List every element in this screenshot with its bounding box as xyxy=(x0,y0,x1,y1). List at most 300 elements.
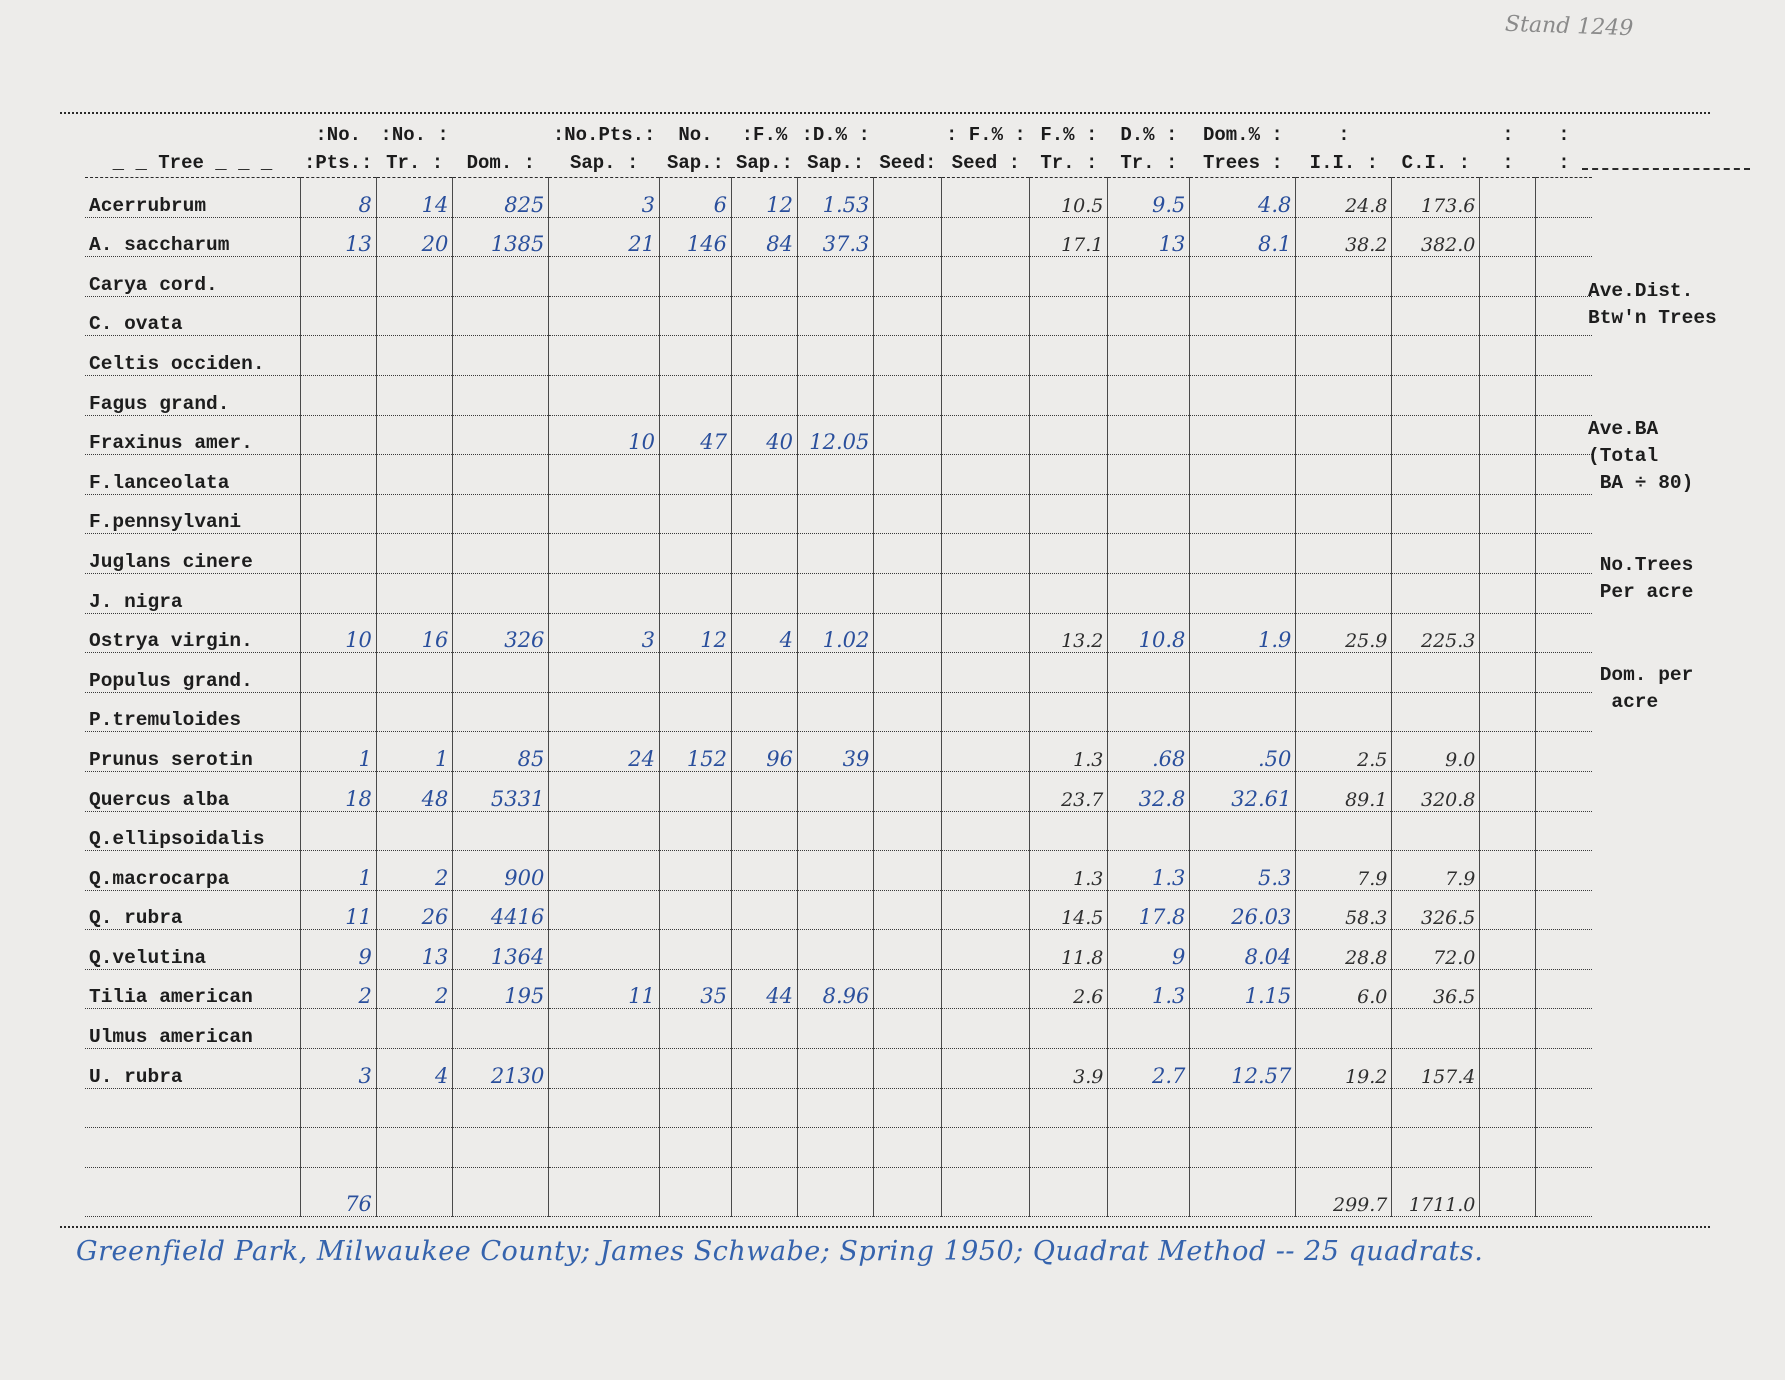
table-row xyxy=(85,969,1592,1009)
cell-ci: 1711.0 xyxy=(1392,1167,1480,1216)
cell-f-seed xyxy=(942,336,1030,376)
cell-no-pts: 76 xyxy=(300,1167,376,1216)
cell-no-pts: 3 xyxy=(300,1049,376,1089)
cell-ci xyxy=(1392,534,1480,574)
cell-f-sap xyxy=(731,1167,797,1216)
column-header-dom-trees xyxy=(1190,115,1296,178)
column-header-extra-2 xyxy=(1536,115,1592,178)
cell-extra-1 xyxy=(1480,811,1536,851)
cell-seed xyxy=(874,494,942,534)
cell-no-pts-sap xyxy=(549,890,660,930)
cell-f-seed xyxy=(942,573,1030,613)
cell-f-tr xyxy=(1030,534,1108,574)
cell-ii: 7.9 xyxy=(1296,851,1392,891)
cell-no-pts xyxy=(300,692,376,732)
cell-no-pts xyxy=(300,415,376,455)
table-row xyxy=(85,1049,1592,1089)
header-line-2: Sap.: xyxy=(735,152,793,174)
cell-extra-2 xyxy=(1536,1049,1592,1089)
cell-seed xyxy=(874,969,942,1009)
cell-no-pts xyxy=(300,1009,376,1049)
header-line-2: Tr. : xyxy=(1040,152,1098,174)
cell-no-tr: 16 xyxy=(376,613,452,653)
cell-d-tr xyxy=(1108,1009,1190,1049)
cell-no-sap xyxy=(659,1167,731,1216)
cell-f-seed xyxy=(942,415,1030,455)
cell-dom xyxy=(453,534,549,574)
cell-f-seed xyxy=(942,613,1030,653)
top-dotted-rule xyxy=(60,112,1710,114)
table-header-row xyxy=(85,115,1592,178)
cell-ci xyxy=(1392,375,1480,415)
cell-ci: 157.4 xyxy=(1392,1049,1480,1089)
note-line: (Total xyxy=(1588,445,1659,467)
species-name: Q. rubra xyxy=(85,890,300,930)
cell-extra-2 xyxy=(1536,732,1592,772)
cell-ci: 382.0 xyxy=(1392,217,1480,257)
cell-d-sap xyxy=(797,1167,873,1216)
cell-no-pts xyxy=(300,494,376,534)
cell-no-sap xyxy=(659,257,731,297)
cell-d-tr: 32.8 xyxy=(1108,771,1190,811)
cell-no-pts-sap xyxy=(549,296,660,336)
table-row xyxy=(85,415,1592,455)
species-name: P.tremuloides xyxy=(85,692,300,732)
cell-no-pts-sap xyxy=(549,336,660,376)
cell-dom-trees xyxy=(1190,811,1296,851)
cell-d-sap xyxy=(797,851,873,891)
cell-d-sap xyxy=(797,1009,873,1049)
cell-extra-2 xyxy=(1536,336,1592,376)
cell-no-pts-sap xyxy=(549,851,660,891)
cell-d-sap xyxy=(797,930,873,970)
cell-dom xyxy=(453,494,549,534)
cell-ci xyxy=(1392,415,1480,455)
cell-d-sap xyxy=(797,692,873,732)
cell-no-sap: 35 xyxy=(659,969,731,1009)
cell-f-tr xyxy=(1030,692,1108,732)
cell-no-tr xyxy=(376,415,452,455)
cell-dom-trees xyxy=(1190,653,1296,693)
cell-dom xyxy=(453,1128,549,1168)
cell-d-tr xyxy=(1108,534,1190,574)
cell-dom: 1364 xyxy=(453,930,549,970)
cell-dom xyxy=(453,573,549,613)
cell-ii: 58.3 xyxy=(1296,890,1392,930)
cell-f-tr xyxy=(1030,375,1108,415)
table-row xyxy=(85,494,1592,534)
cell-d-tr: 1.3 xyxy=(1108,851,1190,891)
cell-dom: 1385 xyxy=(453,217,549,257)
cell-ci xyxy=(1392,494,1480,534)
cell-no-pts-sap: 24 xyxy=(549,732,660,772)
note-line: Per acre xyxy=(1588,581,1694,603)
cell-no-tr xyxy=(376,811,452,851)
note-line: BA ÷ 80) xyxy=(1588,472,1694,494)
cell-f-sap xyxy=(731,771,797,811)
species-name: F.pennsylvani xyxy=(85,494,300,534)
column-header-no-sap xyxy=(659,115,731,178)
cell-f-seed xyxy=(942,178,1030,218)
column-header-f-seed xyxy=(942,115,1030,178)
cell-d-sap xyxy=(797,1128,873,1168)
species-name: Juglans cinere xyxy=(85,534,300,574)
cell-ci xyxy=(1392,296,1480,336)
cell-extra-1 xyxy=(1480,1009,1536,1049)
species-name: A. saccharum xyxy=(85,217,300,257)
cell-f-sap xyxy=(731,653,797,693)
cell-ii xyxy=(1296,257,1392,297)
cell-f-tr xyxy=(1030,336,1108,376)
cell-no-pts-sap xyxy=(549,653,660,693)
cell-f-sap xyxy=(731,534,797,574)
cell-f-sap xyxy=(731,930,797,970)
cell-extra-2 xyxy=(1536,811,1592,851)
cell-f-tr xyxy=(1030,296,1108,336)
cell-ci: 72.0 xyxy=(1392,930,1480,970)
table-row xyxy=(85,1128,1592,1168)
column-header-d-sap xyxy=(797,115,873,178)
cell-no-pts xyxy=(300,1128,376,1168)
cell-d-tr xyxy=(1108,1088,1190,1128)
cell-ii xyxy=(1296,811,1392,851)
table-row xyxy=(85,732,1592,772)
cell-d-tr xyxy=(1108,455,1190,495)
cell-no-sap xyxy=(659,771,731,811)
cell-extra-1 xyxy=(1480,455,1536,495)
species-name: U. rubra xyxy=(85,1049,300,1089)
cell-no-sap xyxy=(659,573,731,613)
cell-dom-trees xyxy=(1190,1088,1296,1128)
cell-ci xyxy=(1392,257,1480,297)
cell-d-tr xyxy=(1108,653,1190,693)
cell-seed xyxy=(874,455,942,495)
cell-extra-1 xyxy=(1480,217,1536,257)
cell-no-sap xyxy=(659,811,731,851)
cell-extra-2 xyxy=(1536,1009,1592,1049)
cell-dom: 5331 xyxy=(453,771,549,811)
cell-dom-trees xyxy=(1190,534,1296,574)
cell-dom-trees: 32.61 xyxy=(1190,771,1296,811)
cell-d-sap xyxy=(797,1049,873,1089)
cell-dom xyxy=(453,296,549,336)
cell-no-tr: 1 xyxy=(376,732,452,772)
cell-no-sap xyxy=(659,494,731,534)
cell-no-pts: 13 xyxy=(300,217,376,257)
table-row xyxy=(85,771,1592,811)
cell-dom-trees xyxy=(1190,296,1296,336)
table-row xyxy=(85,217,1592,257)
cell-d-tr xyxy=(1108,692,1190,732)
cell-f-seed xyxy=(942,455,1030,495)
cell-no-sap xyxy=(659,375,731,415)
cell-extra-1 xyxy=(1480,375,1536,415)
totals-row xyxy=(85,1167,1592,1216)
cell-f-sap xyxy=(731,811,797,851)
cell-d-sap xyxy=(797,811,873,851)
species-name: Q.velutina xyxy=(85,930,300,970)
cell-dom xyxy=(453,1088,549,1128)
cell-d-tr xyxy=(1108,336,1190,376)
cell-dom-trees xyxy=(1190,692,1296,732)
cell-no-sap xyxy=(659,1049,731,1089)
cell-f-sap xyxy=(731,1128,797,1168)
cell-no-pts-sap xyxy=(549,494,660,534)
cell-seed xyxy=(874,257,942,297)
column-header-d-tr xyxy=(1108,115,1190,178)
cell-seed xyxy=(874,534,942,574)
cell-f-tr: 1.3 xyxy=(1030,851,1108,891)
cell-no-tr xyxy=(376,573,452,613)
cell-no-pts-sap: 21 xyxy=(549,217,660,257)
cell-no-sap xyxy=(659,455,731,495)
species-name: Ulmus american xyxy=(85,1009,300,1049)
table-row xyxy=(85,930,1592,970)
cell-extra-2 xyxy=(1536,890,1592,930)
cell-d-tr xyxy=(1108,296,1190,336)
header-line-1: :D.% : xyxy=(801,124,870,146)
cell-ii: 38.2 xyxy=(1296,217,1392,257)
cell-no-sap: 6 xyxy=(659,178,731,218)
cell-no-pts-sap: 10 xyxy=(549,415,660,455)
species-name xyxy=(85,1167,300,1216)
cell-f-sap: 4 xyxy=(731,613,797,653)
cell-seed xyxy=(874,375,942,415)
cell-dom xyxy=(453,415,549,455)
cell-seed xyxy=(874,732,942,772)
cell-dom-trees: 8.1 xyxy=(1190,217,1296,257)
cell-f-seed xyxy=(942,653,1030,693)
cell-f-sap xyxy=(731,692,797,732)
cell-d-tr: 9.5 xyxy=(1108,178,1190,218)
cell-extra-1 xyxy=(1480,178,1536,218)
cell-f-seed xyxy=(942,771,1030,811)
header-line-2: Tr. : xyxy=(386,152,444,174)
header-dashed-rule xyxy=(1582,168,1750,170)
cell-extra-1 xyxy=(1480,296,1536,336)
cell-dom xyxy=(453,1009,549,1049)
cell-no-tr xyxy=(376,692,452,732)
cell-f-sap: 84 xyxy=(731,217,797,257)
cell-d-tr: 13 xyxy=(1108,217,1190,257)
column-header-f-tr xyxy=(1030,115,1108,178)
cell-no-sap xyxy=(659,296,731,336)
cell-extra-2 xyxy=(1536,1128,1592,1168)
cell-no-pts: 1 xyxy=(300,851,376,891)
cell-no-sap: 146 xyxy=(659,217,731,257)
cell-extra-2 xyxy=(1536,178,1592,218)
cell-dom-trees xyxy=(1190,336,1296,376)
cell-ci xyxy=(1392,811,1480,851)
cell-no-sap xyxy=(659,851,731,891)
cell-f-sap xyxy=(731,1049,797,1089)
table-row xyxy=(85,851,1592,891)
cell-f-sap xyxy=(731,851,797,891)
cell-no-pts-sap xyxy=(549,257,660,297)
cell-extra-2 xyxy=(1536,969,1592,1009)
cell-no-pts: 11 xyxy=(300,890,376,930)
cell-ii xyxy=(1296,336,1392,376)
cell-f-sap: 12 xyxy=(731,178,797,218)
cell-f-tr xyxy=(1030,811,1108,851)
cell-d-sap xyxy=(797,890,873,930)
cell-f-seed xyxy=(942,692,1030,732)
cell-no-pts: 8 xyxy=(300,178,376,218)
cell-d-tr: 17.8 xyxy=(1108,890,1190,930)
cell-extra-1 xyxy=(1480,613,1536,653)
cell-f-sap xyxy=(731,1009,797,1049)
cell-f-seed xyxy=(942,930,1030,970)
cell-f-seed xyxy=(942,217,1030,257)
cell-dom xyxy=(453,811,549,851)
cell-ci xyxy=(1392,692,1480,732)
cell-ci: 225.3 xyxy=(1392,613,1480,653)
cell-seed xyxy=(874,771,942,811)
cell-ii xyxy=(1296,415,1392,455)
cell-ii xyxy=(1296,375,1392,415)
table-row xyxy=(85,534,1592,574)
cell-d-sap xyxy=(797,653,873,693)
column-header-no-pts xyxy=(300,115,376,178)
cell-no-pts-sap xyxy=(549,1049,660,1089)
cell-no-tr: 2 xyxy=(376,969,452,1009)
cell-d-tr xyxy=(1108,415,1190,455)
cell-seed xyxy=(874,296,942,336)
cell-f-tr xyxy=(1030,1167,1108,1216)
cell-f-tr xyxy=(1030,653,1108,693)
cell-f-sap xyxy=(731,1088,797,1128)
cell-no-pts xyxy=(300,534,376,574)
cell-extra-2 xyxy=(1536,375,1592,415)
header-line-2: Sap.: xyxy=(666,152,724,174)
cell-ii xyxy=(1296,573,1392,613)
cell-dom-trees: 1.9 xyxy=(1190,613,1296,653)
table-row xyxy=(85,336,1592,376)
cell-extra-1 xyxy=(1480,732,1536,772)
column-header-dom xyxy=(453,115,549,178)
cell-f-tr: 3.9 xyxy=(1030,1049,1108,1089)
cell-f-tr xyxy=(1030,494,1108,534)
table-row xyxy=(85,375,1592,415)
cell-f-seed xyxy=(942,1128,1030,1168)
cell-f-seed xyxy=(942,890,1030,930)
cell-d-sap xyxy=(797,494,873,534)
cell-extra-2 xyxy=(1536,296,1592,336)
note-dom-per-acre xyxy=(1588,662,1778,716)
header-line-2: Dom. : xyxy=(466,152,536,174)
cell-seed xyxy=(874,336,942,376)
column-header-ii xyxy=(1296,115,1392,178)
cell-extra-2 xyxy=(1536,534,1592,574)
cell-f-sap xyxy=(731,296,797,336)
cell-dom-trees: 4.8 xyxy=(1190,178,1296,218)
cell-no-sap xyxy=(659,653,731,693)
cell-dom: 2130 xyxy=(453,1049,549,1089)
column-header-no-tr xyxy=(376,115,452,178)
header-line-2: Tr. : xyxy=(1120,152,1178,174)
cell-no-pts: 10 xyxy=(300,613,376,653)
cell-dom-trees: 8.04 xyxy=(1190,930,1296,970)
cell-d-sap xyxy=(797,771,873,811)
cell-seed xyxy=(874,217,942,257)
cell-no-tr xyxy=(376,296,452,336)
cell-no-tr xyxy=(376,1128,452,1168)
cell-extra-1 xyxy=(1480,1088,1536,1128)
cell-f-tr xyxy=(1030,257,1108,297)
cell-ci: 9.0 xyxy=(1392,732,1480,772)
header-line-1: :No. : xyxy=(380,124,449,146)
header-line-1: : xyxy=(1558,124,1570,146)
cell-f-sap: 96 xyxy=(731,732,797,772)
header-line-2: I.I. : xyxy=(1309,152,1379,174)
cell-no-tr: 26 xyxy=(376,890,452,930)
column-header-f-sap xyxy=(731,115,797,178)
header-line-1: :No. xyxy=(315,124,362,146)
cell-ii xyxy=(1296,494,1392,534)
header-line-1: D.% : xyxy=(1120,124,1178,146)
species-name: Fraxinus amer. xyxy=(85,415,300,455)
cell-ci: 173.6 xyxy=(1392,178,1480,218)
cell-no-pts-sap xyxy=(549,692,660,732)
cell-d-sap xyxy=(797,534,873,574)
cell-d-sap xyxy=(797,455,873,495)
cell-seed xyxy=(874,1167,942,1216)
cell-extra-1 xyxy=(1480,890,1536,930)
header-line-2: :Pts.: xyxy=(304,152,373,174)
cell-d-sap: 1.02 xyxy=(797,613,873,653)
cell-extra-1 xyxy=(1480,1049,1536,1089)
cell-ii: 24.8 xyxy=(1296,178,1392,218)
species-name xyxy=(85,1088,300,1128)
cell-dom-trees xyxy=(1190,455,1296,495)
cell-extra-2 xyxy=(1536,851,1592,891)
cell-extra-1 xyxy=(1480,415,1536,455)
cell-extra-2 xyxy=(1536,415,1592,455)
cell-dom-trees xyxy=(1190,1167,1296,1216)
cell-no-pts: 2 xyxy=(300,969,376,1009)
cell-dom xyxy=(453,257,549,297)
cell-f-tr xyxy=(1030,1128,1108,1168)
cell-no-tr: 2 xyxy=(376,851,452,891)
cell-f-tr xyxy=(1030,415,1108,455)
cell-no-pts-sap: 3 xyxy=(549,613,660,653)
cell-d-sap: 37.3 xyxy=(797,217,873,257)
cell-extra-1 xyxy=(1480,692,1536,732)
cell-extra-1 xyxy=(1480,257,1536,297)
cell-f-tr xyxy=(1030,1009,1108,1049)
header-line-2: Seed: xyxy=(879,152,937,174)
cell-d-sap: 39 xyxy=(797,732,873,772)
cell-d-tr xyxy=(1108,1128,1190,1168)
species-name: C. ovata xyxy=(85,296,300,336)
cell-extra-2 xyxy=(1536,653,1592,693)
cell-extra-1 xyxy=(1480,969,1536,1009)
cell-ii xyxy=(1296,692,1392,732)
cell-seed xyxy=(874,1049,942,1089)
cell-no-pts xyxy=(300,336,376,376)
cell-dom-trees: .50 xyxy=(1190,732,1296,772)
cell-d-sap xyxy=(797,375,873,415)
note-trees-per-acre xyxy=(1588,552,1778,606)
cell-extra-1 xyxy=(1480,494,1536,534)
cell-ci xyxy=(1392,653,1480,693)
cell-f-tr: 11.8 xyxy=(1030,930,1108,970)
cell-no-tr xyxy=(376,653,452,693)
header-line-2: Trees : xyxy=(1202,152,1283,174)
cell-extra-1 xyxy=(1480,573,1536,613)
cell-extra-2 xyxy=(1536,494,1592,534)
cell-no-pts xyxy=(300,811,376,851)
